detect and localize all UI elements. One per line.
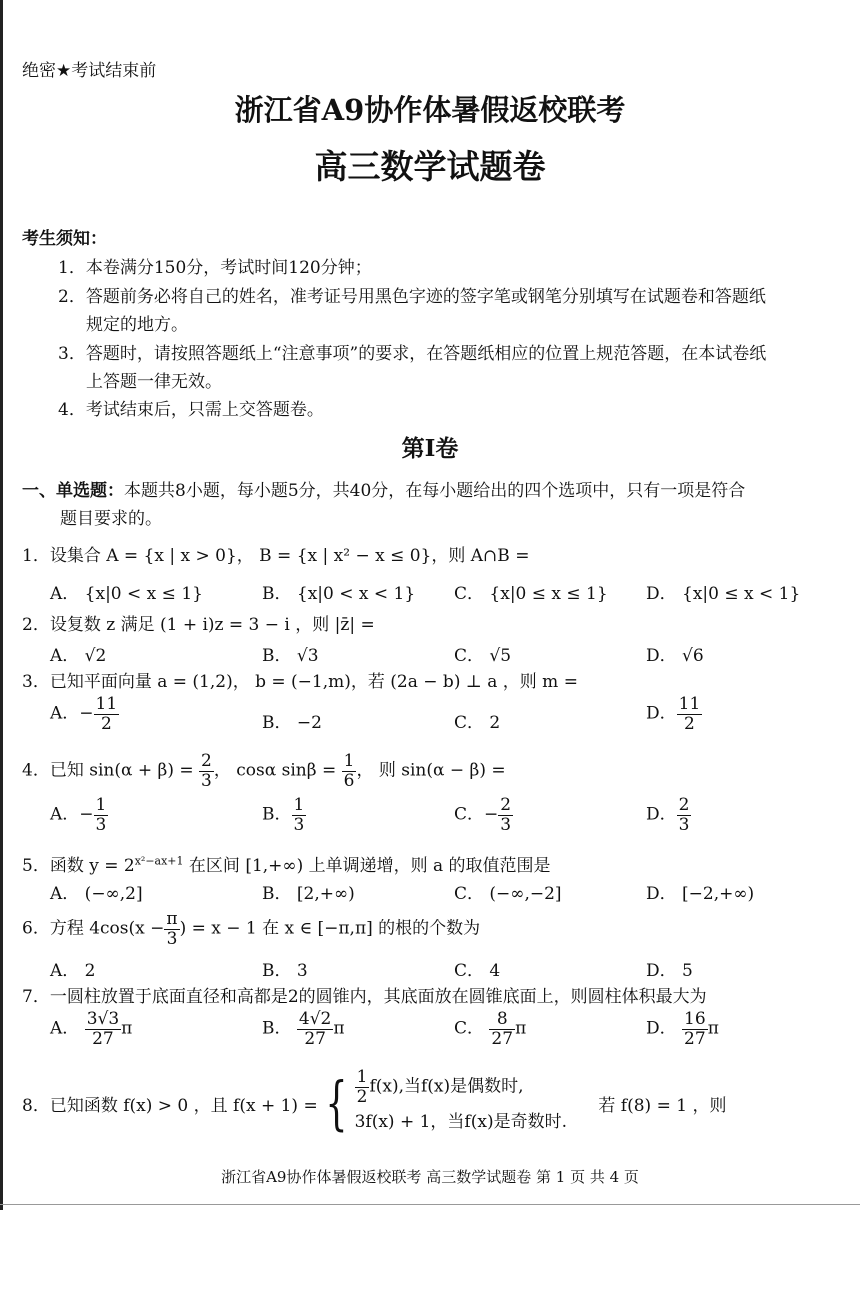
option-label: A．	[50, 703, 80, 724]
numerator: 8	[489, 1010, 515, 1030]
case-even	[355, 1068, 567, 1106]
question-6-option-c: C． 4	[454, 961, 501, 981]
stem-text: 若 f(8) = 1 ，则	[598, 1095, 727, 1116]
page-footer: 浙江省A9协作体暑假返校联考 高三数学试题卷 第 1 页 共 4 页	[221, 1168, 639, 1186]
question-1-stem: 1．设集合 A = {x | x > 0}， B = {x | x² − x ≤ 0}，则 A∩B =	[22, 546, 530, 566]
fraction	[498, 796, 513, 834]
option-label: D．	[646, 804, 677, 825]
stem-text: 在区间 [1,+∞) 上单调递增，则 a 的取值范围是	[183, 856, 551, 876]
denominator: 6	[343, 770, 355, 791]
numerator: 2	[500, 795, 512, 815]
question-2-option-b: B． √3	[262, 646, 319, 666]
denominator: 27	[304, 1028, 326, 1049]
stem-expr: sin(α + β) =	[89, 760, 194, 781]
piecewise-cases	[355, 1068, 567, 1139]
exponent: x²−ax+1	[134, 854, 184, 868]
question-3-option-a	[50, 695, 119, 733]
option-label: D．	[646, 703, 677, 724]
numerator: 1	[356, 1067, 368, 1087]
question-4-option-d	[646, 796, 691, 834]
question-4-option-b	[262, 796, 306, 834]
section-heading	[22, 476, 745, 501]
numerator: 1	[343, 751, 355, 771]
notice-item-3: 3．答题时，请按照答题纸上“注意事项”的要求，在答题纸相应的位置上规范答题，在本试卷纸	[58, 344, 767, 364]
question-5-option-b: B． [2,+∞)	[262, 884, 355, 904]
question-7-option-a	[50, 1010, 132, 1048]
fraction	[94, 695, 120, 733]
notice-heading: 考生须知：	[22, 229, 107, 249]
question-2-stem: 2．设复数 z 满足 (1 + i)z = 3 − i ，则 |z̄| =	[22, 615, 375, 635]
question-5-stem	[22, 851, 551, 876]
option-label: C．	[454, 804, 485, 825]
fraction	[489, 1010, 515, 1048]
stem-expr: ， 则 sin(α − β) =	[356, 760, 506, 781]
case-text: f(x),当f(x)是偶数时,	[369, 1076, 524, 1097]
option-label: C．	[454, 1018, 485, 1039]
question-7-option-d	[646, 1010, 719, 1048]
notice-item-4: 4．考试结束后，只需上交答题卷。	[58, 400, 324, 420]
question-3-option-c: C． 2	[454, 713, 501, 733]
question-3-option-b: B． −2	[262, 713, 322, 733]
minus-sign: −	[484, 804, 499, 825]
stem-text: 4．已知	[22, 760, 84, 781]
question-6-option-d: D． 5	[646, 961, 693, 981]
fraction	[677, 796, 692, 834]
pi-symbol: π	[333, 1018, 345, 1039]
numerator: 16	[684, 1009, 706, 1029]
question-4-stem	[22, 752, 506, 790]
fraction	[164, 910, 179, 948]
stem-expr: ， cosα sinβ =	[213, 760, 337, 781]
section-desc: 本题共8小题，每小题5分，共40分，在每小题给出的四个选项中，只有一项是符合	[124, 481, 746, 501]
notice-item-3-cont: 上答题一律无效。	[86, 372, 222, 392]
fraction	[682, 1010, 708, 1048]
option-label: A．	[50, 1018, 80, 1039]
numerator: 1	[95, 795, 107, 815]
question-1-option-d: D． {x|0 ≤ x < 1}	[646, 584, 801, 604]
pi-symbol: π	[515, 1018, 527, 1039]
fraction	[199, 752, 214, 790]
notice-item-1: 1．本卷满分150分，考试时间120分钟；	[58, 258, 372, 278]
numerator: 2	[678, 795, 690, 815]
fraction	[94, 796, 109, 834]
case-odd: 3f(x) + 1，当f(x)是奇数时.	[354, 1112, 567, 1133]
numerator: 3√3	[86, 1009, 120, 1029]
question-7-option-b	[262, 1010, 345, 1048]
numerator: 2	[201, 751, 212, 771]
question-7-option-c	[454, 1010, 526, 1048]
denominator: 2	[100, 713, 112, 734]
stem-text: ) = x − 1 在 x ∈ [−π,π] 的根的个数为	[179, 918, 481, 939]
question-3-stem: 3．已知平面向量 a = (1,2)， b = (−1,m)，若 (2a − b) ⊥ a ，则 m =	[22, 672, 578, 692]
denominator: 3	[500, 814, 512, 835]
notice-item-2: 2．答题前务必将自己的姓名，准考证号用黑色字迹的签字笔或钢笔分别填写在试题卷和答题纸	[58, 287, 766, 307]
page-bottom-edge	[0, 1204, 860, 1205]
section-label: 一、单选题：	[22, 481, 124, 501]
exam-subtitle: 高三数学试题卷	[314, 147, 546, 186]
denominator: 27	[491, 1028, 514, 1049]
denominator: 27	[92, 1028, 114, 1049]
confidential-label: 绝密★考试结束前	[22, 61, 157, 81]
denominator: 3	[166, 928, 178, 949]
fraction	[342, 752, 357, 790]
question-8-stem	[22, 1068, 726, 1139]
question-2-option-d: D． √6	[646, 646, 704, 666]
fraction	[297, 1010, 333, 1048]
question-1-option-c: C． {x|0 ≤ x ≤ 1}	[454, 584, 608, 604]
exam-title: 浙江省A9协作体暑假返校联考	[234, 93, 626, 127]
notice-item-2-cont: 规定的地方。	[86, 315, 188, 335]
denominator: 27	[684, 1028, 706, 1049]
question-7-stem: 7．一圆柱放置于底面直径和高都是2的圆锥内，其底面放在圆锥底面上，则圆柱体积最大为	[22, 987, 707, 1007]
section-desc-cont: 题目要求的。	[60, 509, 162, 529]
question-5-option-d: D． [−2,+∞)	[646, 884, 755, 904]
numerator: π	[166, 909, 178, 929]
fraction	[292, 796, 307, 834]
numerator: 1	[293, 795, 305, 815]
question-4-option-c	[454, 796, 513, 834]
fraction	[85, 1010, 121, 1048]
option-label: A．	[50, 804, 80, 825]
question-3-option-d	[646, 695, 702, 733]
denominator: 3	[293, 814, 305, 835]
question-5-option-a: A． (−∞,2]	[50, 884, 143, 904]
pi-symbol: π	[121, 1018, 133, 1039]
stem-text: 6．方程 4cos(x −	[22, 918, 165, 939]
question-1-option-a: A． {x|0 < x ≤ 1}	[50, 584, 203, 604]
question-6-option-b: B． 3	[262, 961, 308, 981]
numerator: 11	[95, 694, 118, 714]
denominator: 2	[684, 713, 695, 734]
minus-sign: −	[79, 703, 94, 724]
fraction	[355, 1068, 370, 1106]
question-6-stem	[22, 910, 480, 948]
question-6-option-a: A． 2	[50, 961, 96, 981]
question-4-option-a	[50, 796, 108, 834]
numerator: 4√2	[298, 1009, 332, 1029]
volume-heading: 第Ⅰ卷	[401, 435, 459, 462]
denominator: 3	[678, 814, 690, 835]
question-1-option-b: B． {x|0 < x < 1}	[262, 584, 416, 604]
option-label: B．	[262, 1018, 292, 1039]
minus-sign: −	[79, 804, 94, 825]
option-label: B．	[262, 804, 292, 825]
numerator: 11	[678, 694, 701, 714]
denominator: 3	[95, 814, 107, 835]
stem-text: 5．函数 y = 2	[22, 856, 135, 876]
left-brace: {	[325, 1069, 348, 1138]
question-2-option-c: C． √5	[454, 646, 512, 666]
stem-text: 8．已知函数 f(x) > 0 ，且 f(x + 1) =	[22, 1095, 318, 1116]
fraction	[677, 695, 703, 733]
pi-symbol: π	[707, 1018, 719, 1039]
denominator: 3	[201, 770, 212, 791]
option-label: D．	[646, 1018, 677, 1039]
question-5-option-c: C． (−∞,−2]	[454, 884, 562, 904]
question-2-option-a: A． √2	[50, 646, 107, 666]
denominator: 2	[356, 1086, 368, 1107]
